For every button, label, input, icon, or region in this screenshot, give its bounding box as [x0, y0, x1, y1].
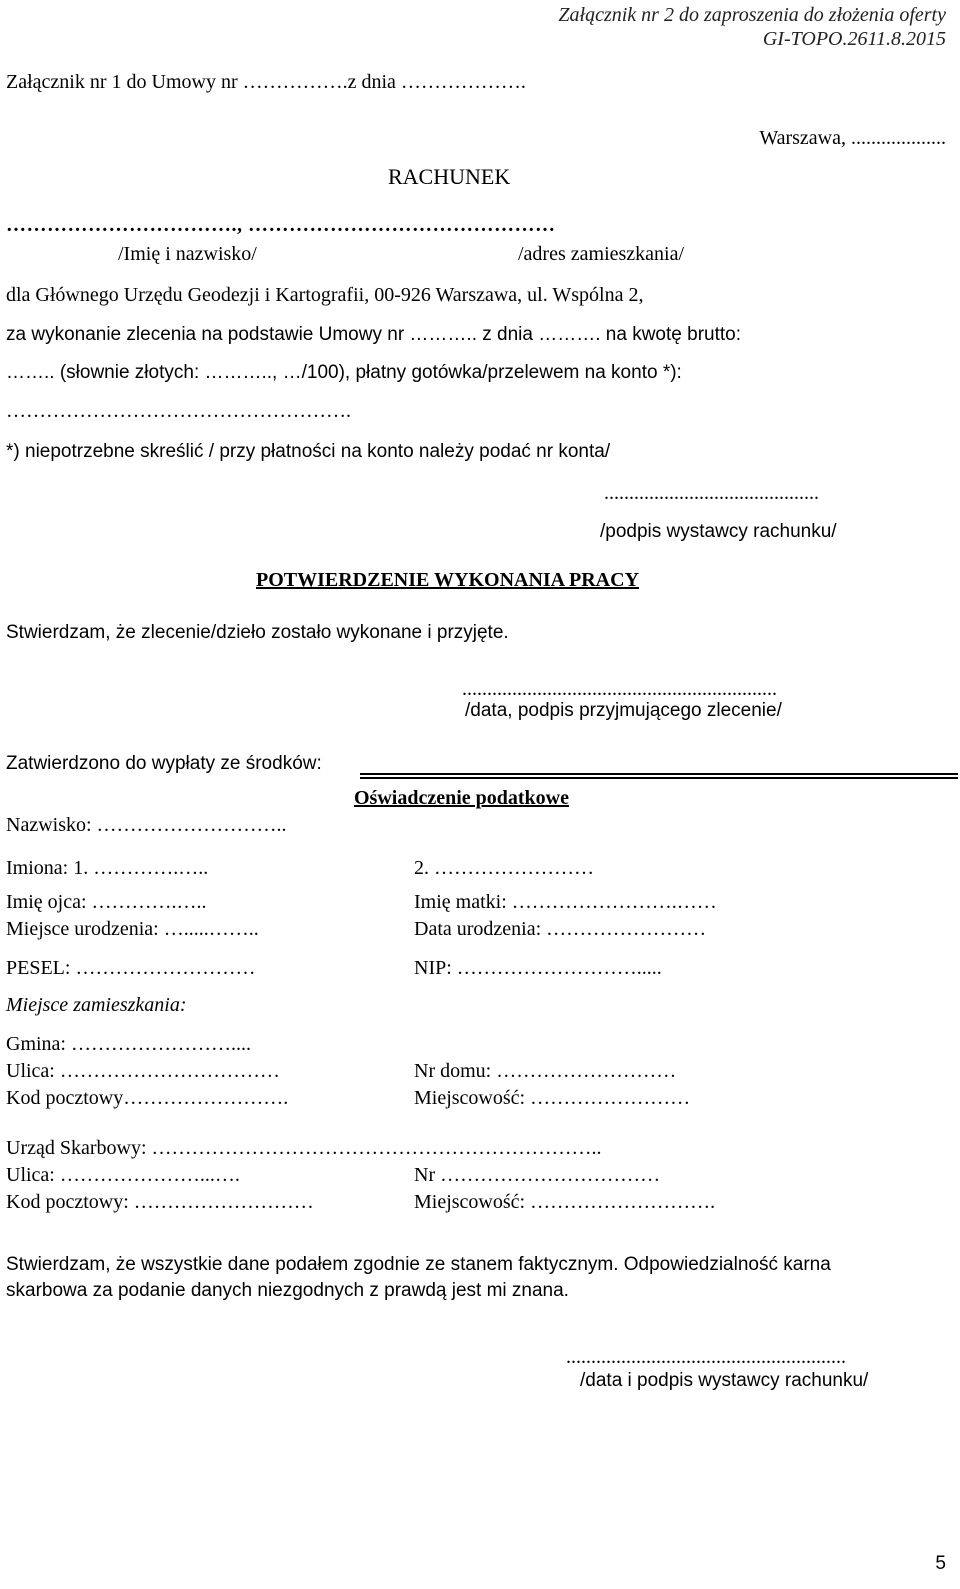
for-office-line: dla Głównego Urzędu Geodezji i Kartografii, 00-926 Warszawa, ul. Wspólna 2, — [6, 284, 644, 306]
account-number-dots: ……………………………………………. — [6, 400, 351, 422]
field-street: Ulica: …………………………… — [6, 1060, 280, 1082]
declaration-line-2: skarbowa za podanie danych niezgodnych z prawdą jest mi znana. — [6, 1280, 569, 1301]
invoice-signature-label: /podpis wystawcy rachunku/ — [600, 521, 837, 542]
field-tax-office-number: Nr …………………………… — [414, 1164, 661, 1186]
confirmation-signature-dots: ............................................................... — [462, 678, 777, 700]
field-tax-office: Urząd Skarbowy: ………………………………………………………….. — [6, 1137, 602, 1159]
annex-line: Załącznik nr 1 do Umowy nr …………….z dnia ………………. — [6, 71, 526, 93]
header-reference-number: GI-TOPO.2611.8.2015 — [762, 28, 946, 50]
field-locality: Miejscowość: …………………… — [414, 1087, 691, 1109]
footnote: *) niepotrzebne skreślić / przy płatności na konto należy podać nr konta/ — [6, 441, 611, 462]
declaration-line-1: Stwierdzam, że wszystkie dane podałem zgodnie ze stanem faktycznym. Odpowiedzialność karna — [6, 1254, 831, 1275]
field-second-name: 2. …………………… — [414, 857, 594, 879]
field-first-name: Imiona: 1. ………….….. — [6, 857, 209, 879]
invoice-title: RACHUNEK — [388, 164, 511, 189]
header-annex-title: Załącznik nr 2 do zaproszenia do złożenia oferty — [558, 4, 946, 26]
double-rule-divider — [360, 773, 958, 779]
residence-heading: Miejsce zamieszkania: — [6, 994, 187, 1016]
confirmation-signature-label: /data, podpis przyjmującego zlecenie/ — [465, 700, 782, 721]
tax-statement-title: Oświadczenie podatkowe — [354, 787, 569, 809]
field-house-number: Nr domu: ……………………… — [414, 1060, 677, 1082]
field-mother-name: Imię matki: …………………….…… — [414, 891, 717, 913]
execution-line: za wykonanie zlecenia na podstawie Umowy nr ……….. z dnia ………. na kwotę brutto: — [6, 324, 741, 345]
field-tax-office-street: Ulica: …………………...…. — [6, 1164, 240, 1186]
field-father-name: Imię ojca: ………….….. — [6, 891, 207, 913]
field-birthdate: Data urodzenia: …………………… — [414, 918, 707, 940]
tax-signature-label: /data i podpis wystawcy rachunku/ — [580, 1370, 869, 1391]
name-address-dots: ……………………………., ……………………………………… — [6, 214, 556, 236]
field-nip: NIP: ………………………..... — [414, 957, 662, 979]
field-pesel: PESEL: ……………………… — [6, 957, 256, 979]
field-commune: Gmina: …………………….... — [6, 1033, 251, 1055]
confirmation-statement: Stwierdzam, że zlecenie/dzieło zostało wykonane i przyjęte. — [6, 622, 509, 643]
field-postcode: Kod pocztowy……………………. — [6, 1087, 289, 1109]
field-surname: Nazwisko: ……………………….. — [6, 814, 287, 836]
invoice-signature-dots: ........................................... — [604, 482, 819, 504]
field-tax-office-postcode: Kod pocztowy: ……………………… — [6, 1191, 314, 1213]
confirmation-title: POTWIERDZENIE WYKONANIA PRACY — [256, 569, 640, 591]
place-date: Warszawa, ................... — [759, 127, 946, 149]
label-address: /adres zamieszkania/ — [518, 243, 685, 265]
field-tax-office-locality: Miejscowość: ………………………. — [414, 1191, 716, 1213]
approved-for-payment: Zatwierdzono do wypłaty ze środków: — [6, 753, 322, 774]
field-birthplace: Miejsce urodzenia: ….....…….. — [6, 918, 259, 940]
amount-line: …….. (słownie złotych: ……….., …/100), płatny gotówka/przelewem na konto *): — [6, 362, 682, 383]
label-name: /Imię i nazwisko/ — [118, 243, 257, 265]
page-number: 5 — [935, 1553, 946, 1574]
tax-signature-dots: ........................................................ — [566, 1346, 846, 1368]
